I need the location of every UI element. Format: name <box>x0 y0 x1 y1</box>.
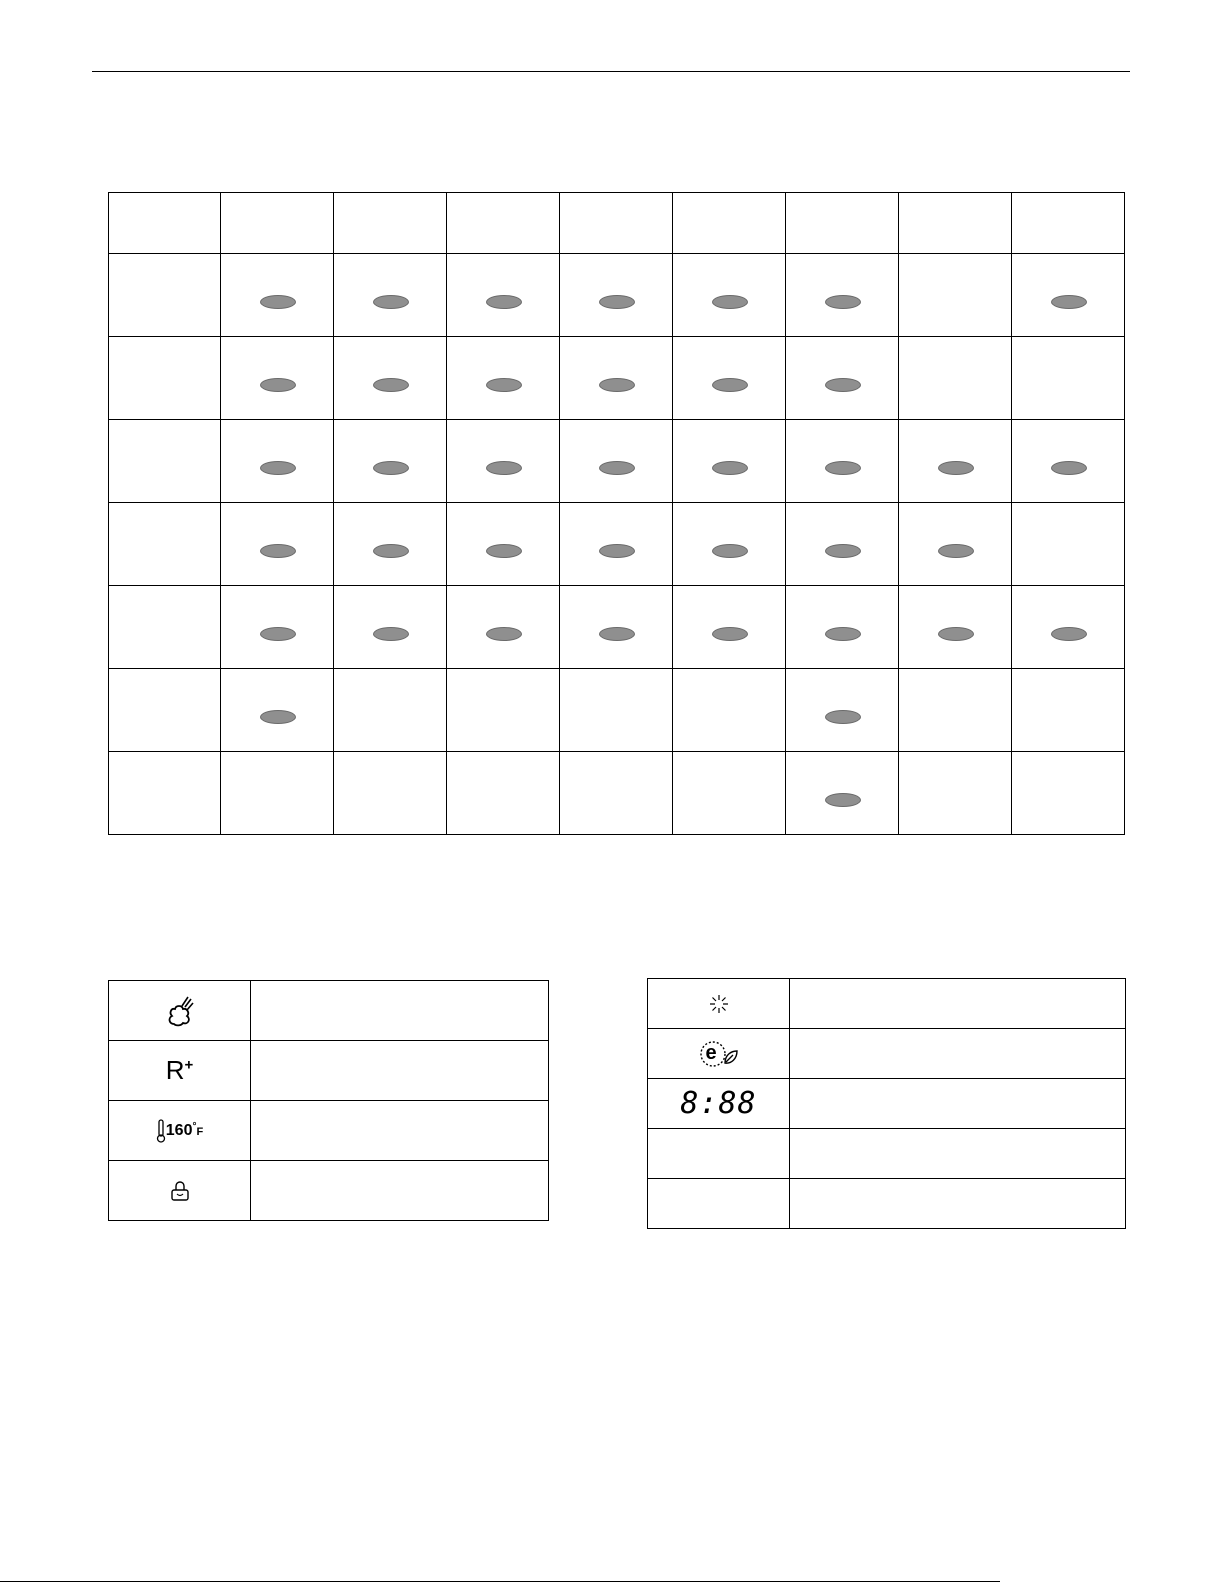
availability-dot <box>712 378 748 392</box>
eco-glyph: e <box>705 1041 717 1064</box>
availability-dot <box>373 627 409 641</box>
matrix-cell <box>1012 420 1125 503</box>
availability-dot <box>712 295 748 309</box>
matrix-row-label-cell <box>109 752 221 835</box>
availability-dot <box>938 627 974 641</box>
availability-dot <box>486 461 522 475</box>
availability-dot <box>825 461 861 475</box>
availability-dot <box>599 627 635 641</box>
matrix-cell <box>221 752 334 835</box>
availability-dot <box>825 793 861 807</box>
sparkle-icon <box>708 993 730 1015</box>
matrix-cell <box>899 337 1012 420</box>
availability-dot <box>260 544 296 558</box>
matrix-cell <box>560 420 673 503</box>
availability-dot <box>260 295 296 309</box>
matrix-cell <box>447 669 560 752</box>
bottom-rule <box>0 1581 1000 1582</box>
matrix-cell <box>221 420 334 503</box>
legend-row-rinse-plus <box>109 1041 549 1101</box>
matrix-cell <box>447 254 560 337</box>
matrix-cell <box>1012 254 1125 337</box>
legend-table-left <box>108 980 549 1221</box>
matrix-cell <box>221 254 334 337</box>
availability-dot <box>599 378 635 392</box>
availability-dot <box>1051 295 1087 309</box>
legend-desc-cell <box>790 1129 1126 1179</box>
matrix-cell <box>560 586 673 669</box>
rinse-glyph: R <box>165 1055 185 1085</box>
availability-dot <box>712 544 748 558</box>
availability-dot <box>486 544 522 558</box>
legend-row-steam <box>109 981 549 1041</box>
top-rule <box>92 71 1130 72</box>
matrix-cell <box>786 254 899 337</box>
availability-dot <box>373 544 409 558</box>
matrix-row-label-cell <box>109 586 221 669</box>
matrix-cell <box>673 586 786 669</box>
matrix-cell <box>221 669 334 752</box>
availability-dot <box>486 627 522 641</box>
legend-icon-cell <box>648 1079 790 1129</box>
matrix-cell <box>560 752 673 835</box>
matrix-cell <box>899 503 1012 586</box>
matrix-cell <box>673 503 786 586</box>
availability-dot <box>712 461 748 475</box>
matrix-cell <box>334 503 447 586</box>
matrix-header-cell <box>899 193 1012 254</box>
eco-ring-icon <box>697 1039 741 1069</box>
matrix-cell <box>447 337 560 420</box>
availability-dot <box>938 544 974 558</box>
legend-icon-cell <box>648 1179 790 1229</box>
matrix-cell <box>673 669 786 752</box>
legend-desc-cell <box>790 979 1126 1029</box>
matrix-row <box>109 337 1125 420</box>
rinse-plus-sup: + <box>184 1056 194 1074</box>
matrix-header-cell <box>786 193 899 254</box>
matrix-row <box>109 586 1125 669</box>
matrix-cell <box>899 254 1012 337</box>
legend-desc-cell <box>251 1101 549 1161</box>
rinse-plus-icon <box>166 1055 194 1086</box>
availability-dot <box>260 627 296 641</box>
sanitize-160f-icon: 160°F <box>156 1119 203 1143</box>
legend-desc-cell <box>790 1029 1126 1079</box>
matrix-cell <box>221 503 334 586</box>
matrix-row <box>109 669 1125 752</box>
legend-desc-cell <box>251 1161 549 1221</box>
matrix-cell <box>899 669 1012 752</box>
matrix-row-label-cell <box>109 669 221 752</box>
availability-dot <box>373 461 409 475</box>
availability-dot <box>260 461 296 475</box>
availability-dot <box>599 295 635 309</box>
matrix-row-label-cell <box>109 254 221 337</box>
legend-table-right <box>647 978 1126 1229</box>
matrix-cell <box>786 752 899 835</box>
matrix-cell <box>334 420 447 503</box>
matrix-cell <box>1012 503 1125 586</box>
matrix-cell <box>673 752 786 835</box>
thermometer-icon <box>156 1119 166 1143</box>
matrix-header-cell <box>334 193 447 254</box>
matrix-cell <box>1012 337 1125 420</box>
matrix-row-label-cell <box>109 503 221 586</box>
matrix-cell <box>673 337 786 420</box>
matrix-cell <box>899 752 1012 835</box>
availability-dot <box>825 378 861 392</box>
child-lock-icon <box>168 1180 192 1202</box>
legend-icon-cell <box>648 979 790 1029</box>
availability-dot <box>1051 461 1087 475</box>
matrix-cell <box>447 586 560 669</box>
availability-dot <box>599 544 635 558</box>
availability-dot <box>825 627 861 641</box>
matrix-cell <box>334 669 447 752</box>
legend-icon-cell <box>109 1161 251 1221</box>
matrix-cell <box>899 586 1012 669</box>
steam-icon <box>165 994 195 1028</box>
availability-dot <box>825 710 861 724</box>
legend-row-sparkle <box>648 979 1126 1029</box>
sanitize-temp: 160 <box>165 1121 193 1139</box>
cycle-option-matrix <box>108 192 1125 835</box>
matrix-cell <box>560 337 673 420</box>
digital-display-icon: 8:88 <box>680 1086 757 1121</box>
matrix-cell <box>221 586 334 669</box>
availability-dot <box>260 710 296 724</box>
availability-dot <box>1051 627 1087 641</box>
matrix-cell <box>334 337 447 420</box>
legend-desc-cell <box>251 981 549 1041</box>
availability-dot <box>825 295 861 309</box>
matrix-header-cell <box>560 193 673 254</box>
matrix-header-cell <box>447 193 560 254</box>
legend-icon-cell <box>648 1129 790 1179</box>
matrix-row <box>109 254 1125 337</box>
matrix-cell <box>786 420 899 503</box>
matrix-cell <box>447 503 560 586</box>
matrix-body <box>109 193 1125 835</box>
matrix-cell <box>560 503 673 586</box>
matrix-row <box>109 752 1125 835</box>
legend-row-eco <box>648 1029 1126 1079</box>
availability-dot <box>486 295 522 309</box>
legend-icon-cell <box>109 1041 251 1101</box>
legend-row-sanitize <box>109 1101 549 1161</box>
matrix-header-cell <box>1012 193 1125 254</box>
matrix-header-row <box>109 193 1125 254</box>
matrix-row <box>109 420 1125 503</box>
legend-desc-cell <box>790 1179 1126 1229</box>
availability-dot <box>373 378 409 392</box>
legend-row-child-lock <box>109 1161 549 1221</box>
matrix-cell <box>899 420 1012 503</box>
matrix-cell <box>560 669 673 752</box>
legend-icon-cell <box>109 1101 251 1161</box>
matrix-corner-cell <box>109 193 221 254</box>
matrix-cell <box>673 420 786 503</box>
matrix-cell <box>447 752 560 835</box>
availability-dot <box>260 378 296 392</box>
legend-desc-cell <box>251 1041 549 1101</box>
legend-desc-cell <box>790 1079 1126 1129</box>
legend-icon-cell <box>109 981 251 1041</box>
matrix-cell <box>786 586 899 669</box>
matrix-cell <box>1012 586 1125 669</box>
matrix-cell <box>1012 669 1125 752</box>
matrix-cell <box>786 337 899 420</box>
matrix-cell <box>447 420 560 503</box>
eco-leaf-icon <box>697 1039 741 1069</box>
availability-dot <box>373 295 409 309</box>
matrix-row-label-cell <box>109 420 221 503</box>
sanitize-unit: F <box>196 1125 204 1138</box>
matrix-cell <box>560 254 673 337</box>
availability-dot <box>486 378 522 392</box>
legend-row-blank-1 <box>648 1129 1126 1179</box>
matrix-cell <box>786 503 899 586</box>
matrix-cell <box>786 669 899 752</box>
matrix-cell <box>334 254 447 337</box>
matrix-header-cell <box>221 193 334 254</box>
matrix-cell <box>334 752 447 835</box>
matrix-row-label-cell <box>109 337 221 420</box>
legend-row-blank-2 <box>648 1179 1126 1229</box>
matrix-cell <box>1012 752 1125 835</box>
matrix-cell <box>673 254 786 337</box>
matrix-cell <box>334 586 447 669</box>
availability-dot <box>599 461 635 475</box>
matrix-header-cell <box>673 193 786 254</box>
matrix-cell <box>221 337 334 420</box>
legend-row-display <box>648 1079 1126 1129</box>
availability-dot <box>825 544 861 558</box>
matrix-row <box>109 503 1125 586</box>
availability-dot <box>938 461 974 475</box>
availability-dot <box>712 627 748 641</box>
legend-icon-cell <box>648 1029 790 1079</box>
